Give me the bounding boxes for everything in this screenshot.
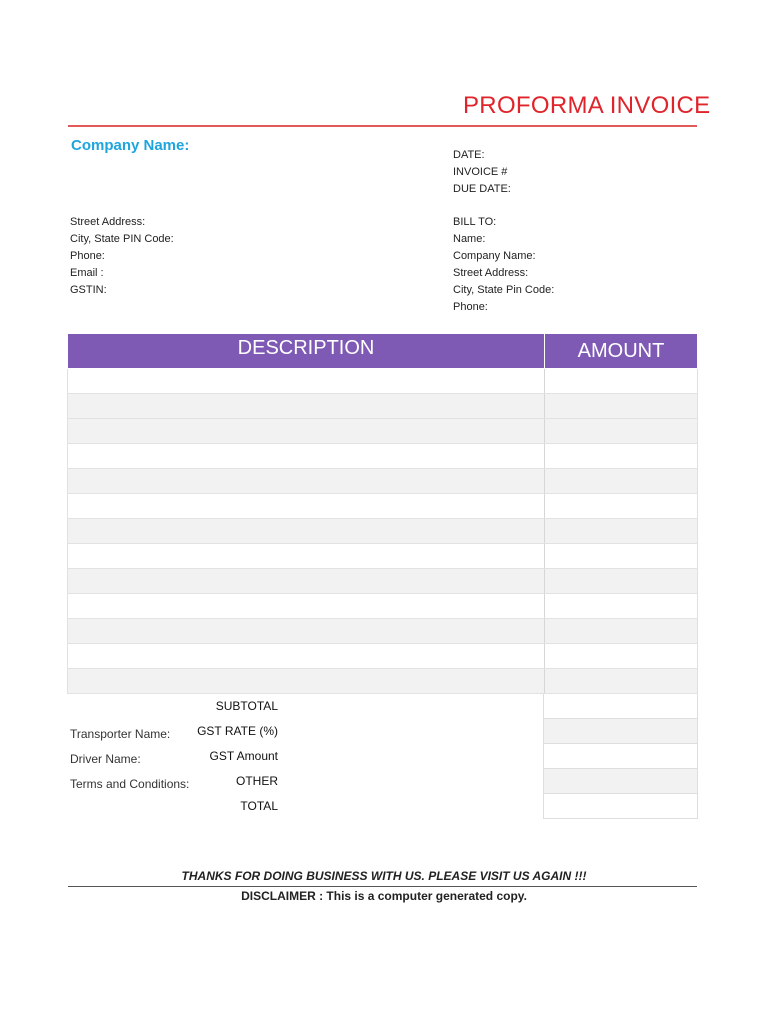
table-row bbox=[68, 669, 698, 694]
amount-cell[interactable] bbox=[545, 469, 698, 494]
date-label: DATE: bbox=[453, 149, 485, 161]
due-date-label: DUE DATE: bbox=[453, 183, 511, 195]
bill-to-details bbox=[453, 214, 554, 316]
total-value[interactable] bbox=[543, 794, 698, 819]
line-items-table bbox=[67, 333, 698, 694]
amount-cell[interactable] bbox=[545, 594, 698, 619]
bill-to-city-label: City, State Pin Code: bbox=[453, 284, 555, 296]
invoice-number-label: INVOICE # bbox=[453, 166, 508, 178]
other-value[interactable] bbox=[543, 769, 698, 794]
company-name-label: Company Name: bbox=[71, 137, 190, 154]
description-cell[interactable] bbox=[68, 469, 545, 494]
gst-amount-value[interactable] bbox=[543, 744, 698, 769]
table-row bbox=[68, 644, 698, 669]
amount-cell[interactable] bbox=[545, 444, 698, 469]
transporter-name-label: Transporter Name: bbox=[70, 727, 171, 741]
table-row bbox=[68, 544, 698, 569]
amount-cell[interactable] bbox=[545, 644, 698, 669]
invoice-title: PROFORMA INVOICE bbox=[463, 92, 711, 119]
gst-amount-label: GST Amount bbox=[209, 749, 278, 763]
table-row bbox=[68, 619, 698, 644]
bill-to-heading: BILL TO: bbox=[453, 216, 497, 228]
amount-cell[interactable] bbox=[545, 569, 698, 594]
other-label: OTHER bbox=[236, 774, 278, 788]
amount-cell[interactable] bbox=[545, 544, 698, 569]
bill-to-phone-label: Phone: bbox=[453, 301, 488, 313]
description-cell[interactable] bbox=[68, 594, 545, 619]
table-row bbox=[68, 494, 698, 519]
total-label: TOTAL bbox=[240, 799, 278, 813]
description-cell[interactable] bbox=[68, 569, 545, 594]
table-row bbox=[68, 569, 698, 594]
amount-cell[interactable] bbox=[545, 519, 698, 544]
thanks-message: THANKS FOR DOING BUSINESS WITH US. PLEASE VISIT US AGAIN !!! bbox=[181, 869, 587, 883]
seller-phone-label: Phone: bbox=[70, 250, 105, 262]
seller-city-label: City, State PIN Code: bbox=[70, 233, 174, 245]
seller-email-label: Email : bbox=[70, 267, 104, 279]
table-row bbox=[68, 444, 698, 469]
subtotal-value[interactable] bbox=[543, 694, 698, 719]
description-header: DESCRIPTION bbox=[68, 334, 545, 369]
seller-street-label: Street Address: bbox=[70, 216, 146, 228]
description-cell[interactable] bbox=[68, 544, 545, 569]
amount-cell[interactable] bbox=[545, 369, 698, 394]
amount-cell[interactable] bbox=[545, 669, 698, 694]
gst-rate-label: GST RATE (%) bbox=[197, 724, 278, 738]
amount-header: AMOUNT bbox=[545, 334, 698, 369]
amount-cell[interactable] bbox=[545, 394, 698, 419]
table-row bbox=[68, 394, 698, 419]
description-cell[interactable] bbox=[68, 519, 545, 544]
description-cell[interactable] bbox=[68, 444, 545, 469]
description-cell[interactable] bbox=[68, 494, 545, 519]
terms-label: Terms and Conditions: bbox=[70, 777, 190, 791]
amount-cell[interactable] bbox=[545, 619, 698, 644]
table-header-row bbox=[68, 334, 698, 369]
description-cell[interactable] bbox=[68, 419, 545, 444]
seller-details bbox=[70, 214, 174, 299]
table-row bbox=[68, 519, 698, 544]
driver-name-label: Driver Name: bbox=[70, 752, 141, 766]
table-row bbox=[68, 419, 698, 444]
description-cell[interactable] bbox=[68, 394, 545, 419]
footer-divider bbox=[68, 886, 697, 887]
disclaimer-text: DISCLAIMER : This is a computer generated copy. bbox=[241, 889, 527, 903]
gst-rate-value[interactable] bbox=[543, 719, 698, 744]
table-row bbox=[68, 469, 698, 494]
description-cell[interactable] bbox=[68, 669, 545, 694]
bill-to-name-label: Name: bbox=[453, 233, 486, 245]
seller-gstin-label: GSTIN: bbox=[70, 284, 107, 296]
bill-to-street-label: Street Address: bbox=[453, 267, 529, 279]
table-row bbox=[68, 594, 698, 619]
description-cell[interactable] bbox=[68, 619, 545, 644]
table-row bbox=[68, 369, 698, 394]
bill-to-company-label: Company Name: bbox=[453, 250, 536, 262]
description-cell[interactable] bbox=[68, 369, 545, 394]
amount-cell[interactable] bbox=[545, 419, 698, 444]
description-cell[interactable] bbox=[68, 644, 545, 669]
title-divider bbox=[68, 125, 697, 127]
subtotal-label: SUBTOTAL bbox=[215, 699, 278, 713]
amount-cell[interactable] bbox=[545, 494, 698, 519]
invoice-meta bbox=[453, 147, 511, 198]
